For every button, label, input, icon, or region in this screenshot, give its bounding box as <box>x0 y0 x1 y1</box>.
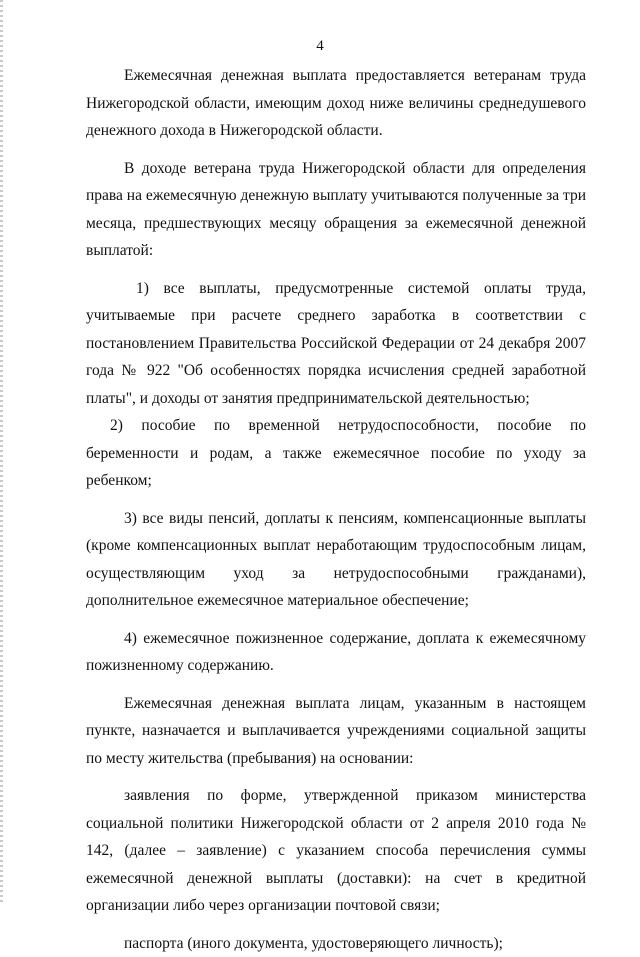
document-body <box>86 62 586 957</box>
list-item-1-salary: 1) все выплаты, предусмотренные системой оплаты труда, учитываемые при расчете среднего заработка в соответствии с постановлением Правительства Российской Федерации от 24 декабря 2007 года № 922 "Об особенностях порядка исчисления средней заработной платы", и доходы от занятия предпринимательской деятельностью; <box>86 275 586 413</box>
list-item-4-lifetime-allowance: 4) ежемесячное пожизненное содержание, доплата к ежемесячному пожизненному содержанию. <box>86 625 586 680</box>
paragraph-application-form: заявления по форме, утвержденной приказом министерства социальной политики Нижегородской области от 2 апреля 2010 года № 142, (далее – заявление) с указанием способа перечисления суммы ежемесячной денежной выплаты (доставки): на счет в кредитной организации либо через организации почтовой связи; <box>86 782 586 920</box>
paragraph-edv-eligibility: Ежемесячная денежная выплата предоставляется ветеранам труда Нижегородской области, имеющим доход ниже величины среднедушевого денежного дохода в Нижегородской области. <box>86 62 586 145</box>
scan-edge <box>0 0 3 905</box>
list-item-2-benefits: 2) пособие по временной нетрудоспособности, пособие по беременности и родам, а также ежемесячное пособие по уходу за ребенком; <box>86 412 586 495</box>
paragraph-payment-assignment: Ежемесячная денежная выплата лицам, указанным в настоящем пункте, назначается и выплачивается учреждениями социальной защиты по месту жительства (пребывания) на основании: <box>86 690 586 773</box>
paragraph-income-composition: В доходе ветерана труда Нижегородской области для определения права на ежемесячную денежную выплату учитываются полученные за три месяца, предшествующих месяцу обращения за ежемесячной денежной выплатой: <box>86 155 586 265</box>
paragraph-passport: паспорта (иного документа, удостоверяющего личность); <box>86 930 586 957</box>
page-number: 4 <box>0 38 640 55</box>
list-item-3-pensions: 3) все виды пенсий, доплаты к пенсиям, компенсационные выплаты (кроме компенсационных выплат неработающим трудоспособным лицам, осуществляющим уход за нетрудоспособными гражданами), дополнительное ежемесячное материальное обеспечение; <box>86 505 586 615</box>
